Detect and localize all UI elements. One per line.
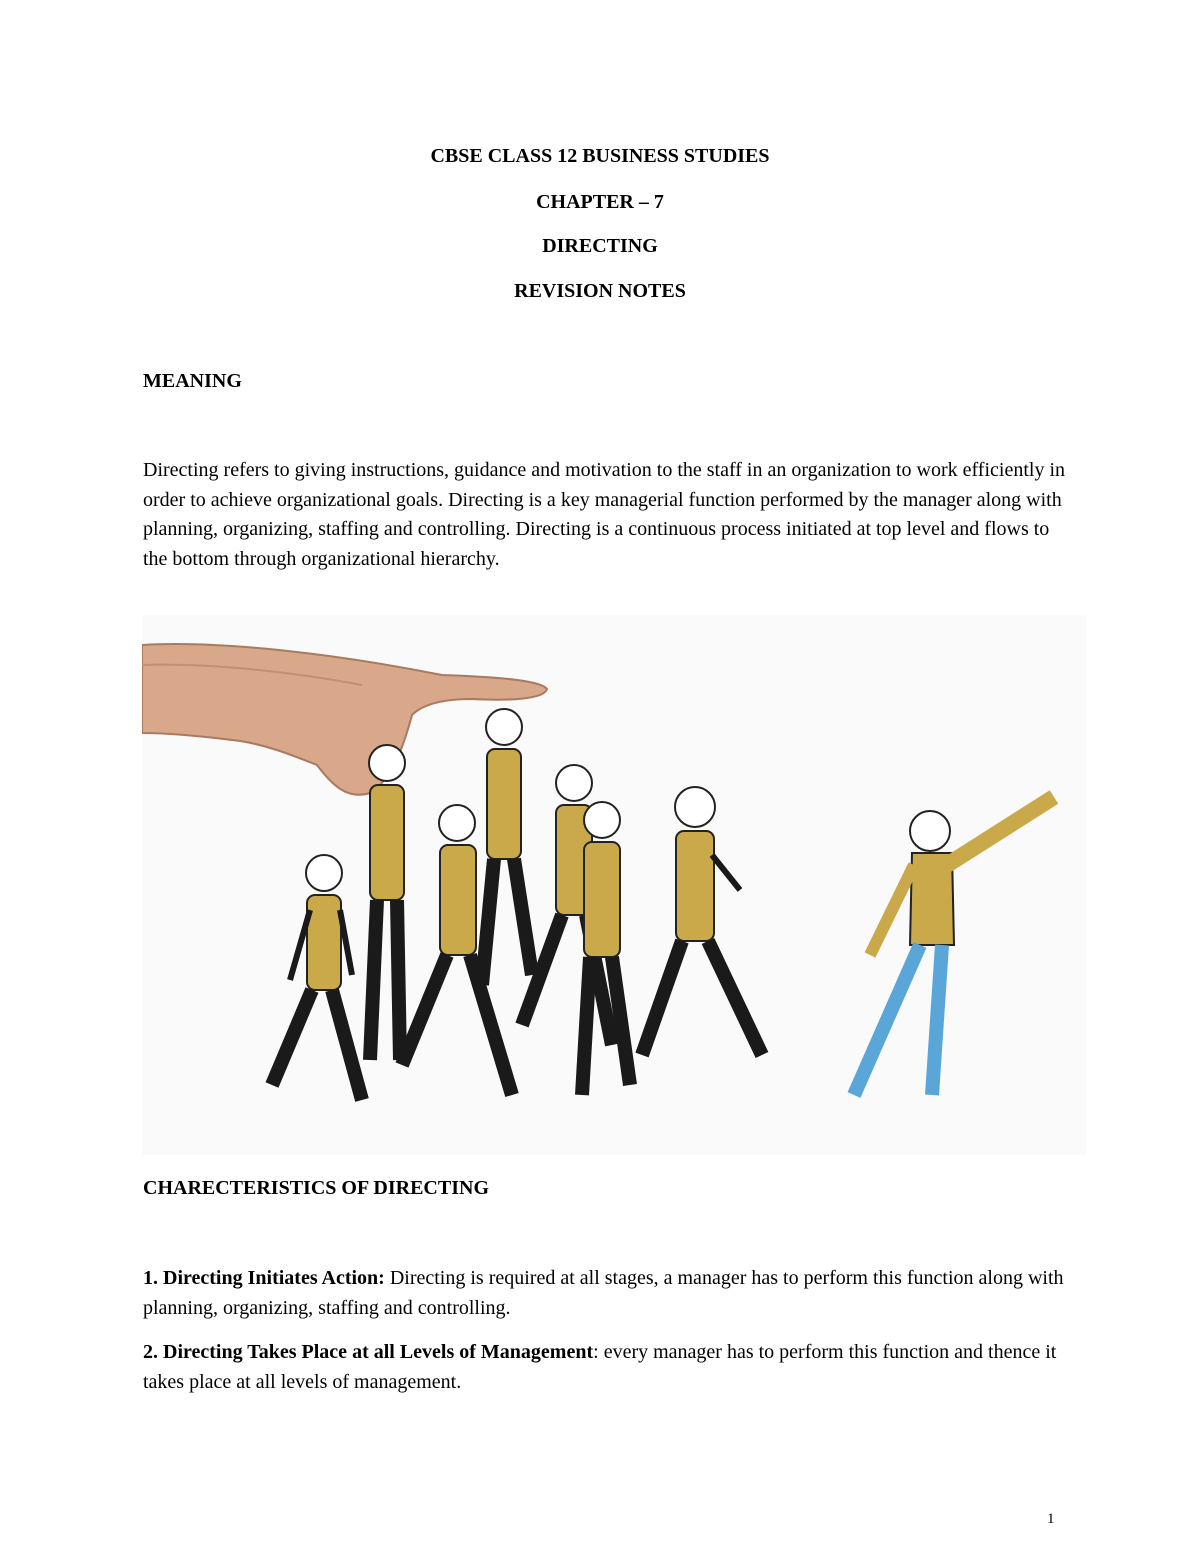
follower-figure-7 <box>642 787 762 1055</box>
document-chapter: CHAPTER – 7 <box>536 191 664 213</box>
characteristic-item-1-text: Directing is required at all stages, a manager has to perform this function along with planning, organizing, staffing and controlling. <box>143 1267 1064 1319</box>
document-topic: DIRECTING <box>542 235 658 257</box>
follower-figure-2 <box>369 745 405 1060</box>
meaning-paragraph: Directing refers to giving instructions, guidance and motivation to the staff in an organization to work efficiently in order to achieve organizational goals. Directing is a key managerial function performed by the manager along with planning, organizing, staffing and controlling. Directing is a continuous process initiated at top level and flows to the bottom through organizational hierarchy. <box>143 459 1066 570</box>
characteristic-item-2-title: 2. Directing Takes Place at all Levels of Management <box>143 1341 594 1363</box>
page-number: 1 <box>1047 1511 1055 1527</box>
characteristic-item-1 <box>143 1264 1073 1323</box>
follower-figure-1 <box>272 855 362 1100</box>
characteristics-heading: CHARECTERISTICS OF DIRECTING <box>143 1177 489 1199</box>
characteristic-item-2-text: : every manager has to perform this function and thence it takes place at all levels of management. <box>143 1341 1057 1393</box>
follower-figure-6 <box>582 802 630 1095</box>
directing-illustration <box>142 615 1086 1155</box>
follower-figure-4 <box>482 709 532 985</box>
document-title-line1: CBSE CLASS 12 BUSINESS STUDIES <box>430 145 770 167</box>
leader-figure <box>854 797 1054 1095</box>
characteristic-item-1-title: 1. Directing Initiates Action: <box>143 1267 385 1289</box>
meaning-heading: MEANING <box>143 370 242 392</box>
document-subtitle: REVISION NOTES <box>514 280 686 302</box>
characteristic-item-2 <box>143 1338 1073 1397</box>
